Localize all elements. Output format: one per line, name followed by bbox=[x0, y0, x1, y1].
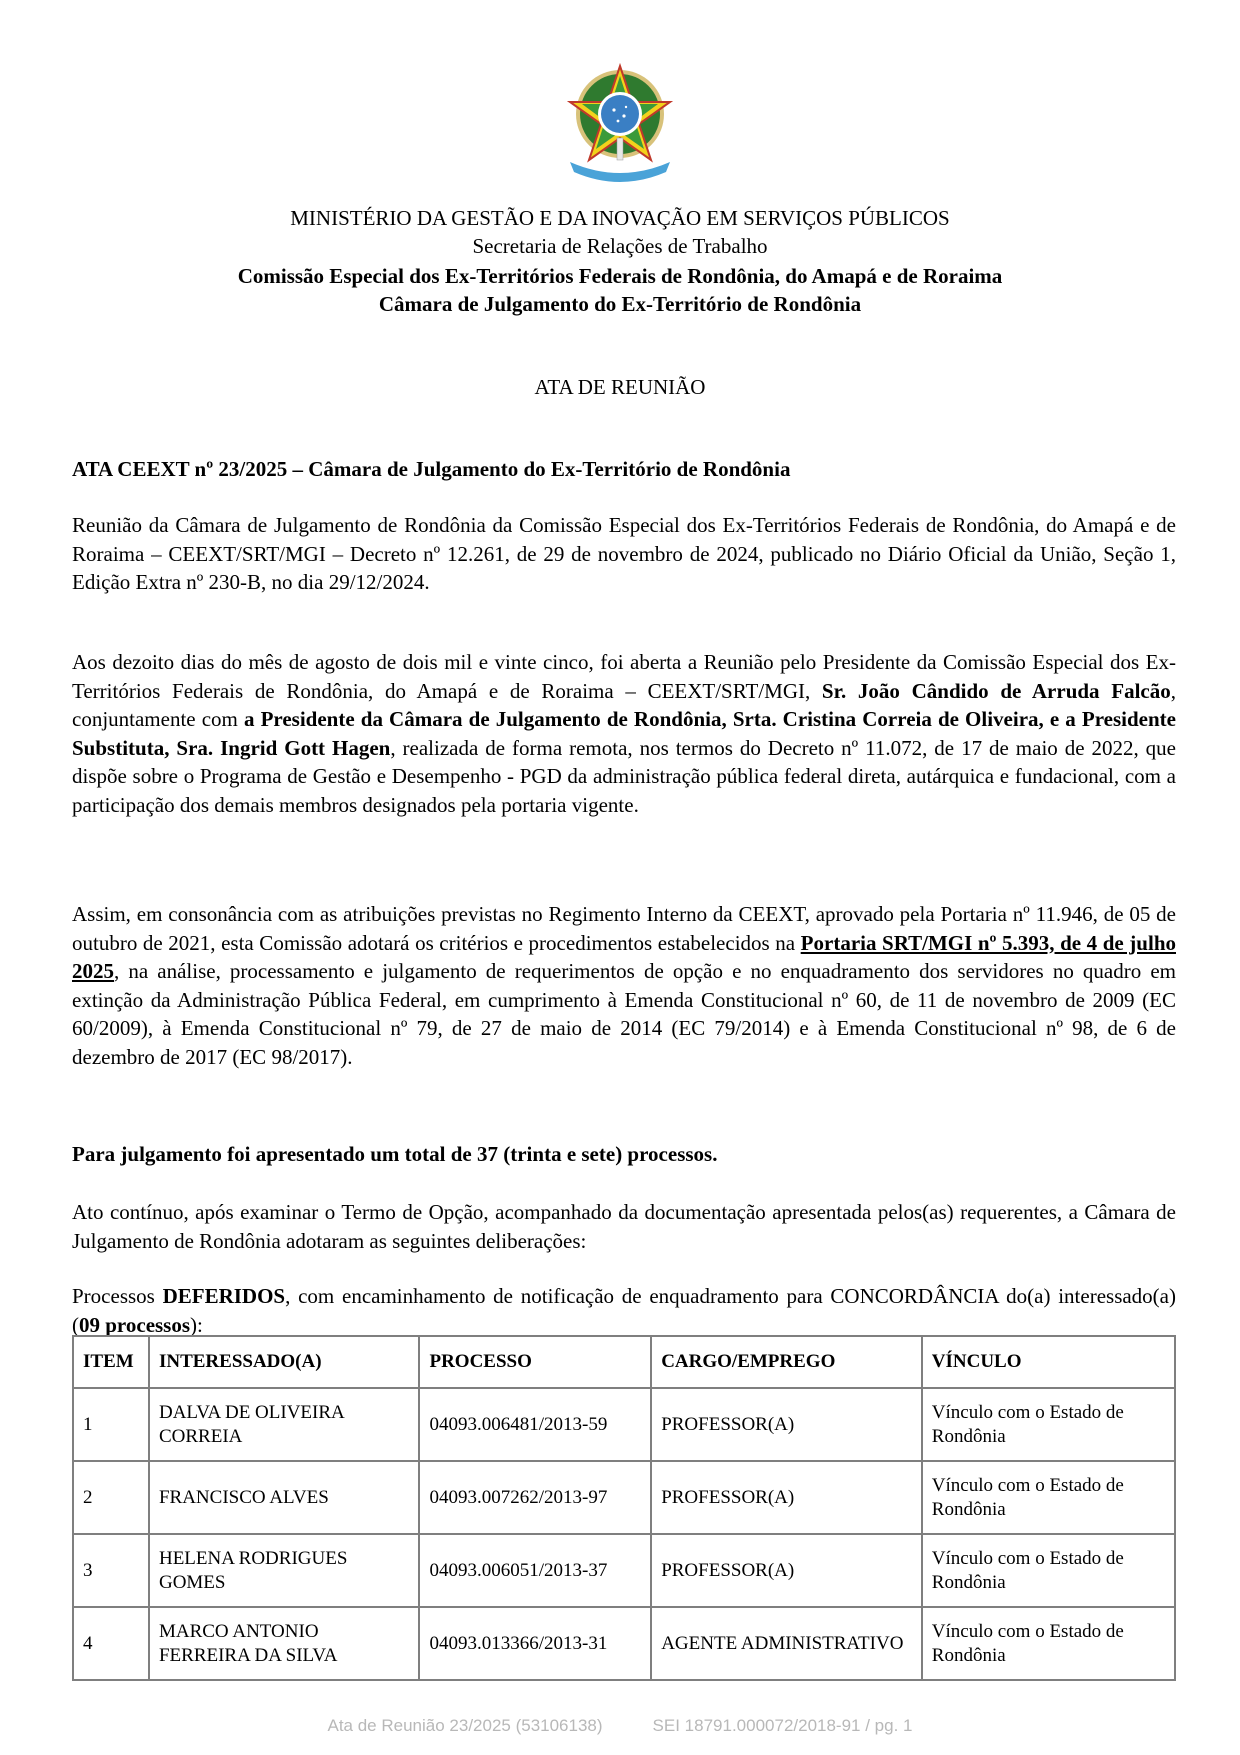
document-type: ATA DE REUNIÃO bbox=[534, 375, 706, 399]
table-row: 4 MARCO ANTONIO FERREIRA DA SILVA 04093.013366/2013-31 AGENTE ADMINISTRATIVO Vínculo com o Estado de Rondônia bbox=[73, 1607, 1175, 1680]
paragraph-intro: Reunião da Câmara de Julgamento de Rondônia da Comissão Especial dos Ex-Territórios Federais de Rondônia, do Amapá e de Roraima – CEEXT/SRT/MGI – Decreto nº 12.261, de 29 de novembro de 2024, publicado no Diário Oficial da União, Seção 1, Edição Extra nº 230-B, no dia 29/12/2024. bbox=[72, 513, 1176, 594]
deferred-processes-intro: Processos DEFERIDOS, com encaminhamento de notificação de enquadramento para CONCORDÂNCIA do(a) interessado(a) (09 processos): bbox=[72, 1284, 1176, 1337]
table-row: 3 HELENA RODRIGUES GOMES 04093.006051/2013-37 PROFESSOR(A) Vínculo com o Estado de Rondônia bbox=[73, 1534, 1175, 1607]
paragraph-deliberations: Ato contínuo, após examinar o Termo de Opção, acompanhado da documentação apresentada pelos(as) requerentes, a Câmara de Julgamento de Rondônia adotaram as seguintes deliberações: bbox=[72, 1200, 1176, 1253]
ministry-name: MINISTÉRIO DA GESTÃO E DA INOVAÇÃO EM SERVIÇOS PÚBLICOS bbox=[290, 206, 950, 230]
total-processes: Para julgamento foi apresentado um total de 37 (trinta e sete) processos. bbox=[72, 1142, 718, 1166]
table-row: 1 DALVA DE OLIVEIRA CORREIA 04093.006481/2013-59 PROFESSOR(A) Vínculo com o Estado de Rondônia bbox=[73, 1388, 1175, 1461]
paragraph-opening: Aos dezoito dias do mês de agosto de dois mil e vinte cinco, foi aberta a Reunião pelo Presidente da Comissão Especial dos Ex-Territórios Federais de Rondônia, do Amapá e de Roraima – CEEXT/SRT/MGI, Sr. João Cândido de Arruda Falcão, conjuntamente com a Presidente da Câmara de Julgamento de Rondônia, Srta. Cristina Correia de Oliveira, e a Presidente Substituta, Sra. Ingrid Gott Hagen, realizada de forma remota, nos termos do Decreto nº 11.072, de 17 de maio de 2022, que dispõe sobre o Programa de Gestão e Desempenho - PGD da administração pública federal direta, autárquica e fundacional, com a participação dos demais membros designados pela portaria vigente. bbox=[72, 650, 1177, 817]
document-title: ATA CEEXT nº 23/2025 – Câmara de Julgamento do Ex-Território de Rondônia bbox=[72, 457, 791, 481]
footer-sei-ref: SEI 18791.000072/2018-91 / pg. 1 bbox=[652, 1716, 913, 1735]
paragraph-regiment: Assim, em consonância com as atribuições previstas no Regimento Interno da CEEXT, aprovado pela Portaria nº 11.946, de 05 de outubro de 2021, esta Comissão adotará os critérios e procedimentos estabelecidos na Portaria SRT/MGI nº 5.393, de 4 de julho 2025, na análise, processamento e julgamento de requerimentos de opção e no enquadramento dos servidores no quadro em extinção da Administração Pública Federal, em cumprimento à Emenda Constitucional nº 60, de 11 de novembro de 2009 (EC 60/2009), à Emenda Constitucional nº 79, de 27 de maio de 2014 (EC 79/2014) e à Emenda Constitucional nº 98, de 6 de dezembro de 2017 (EC 98/2017). bbox=[72, 902, 1176, 1069]
col-processo: PROCESSO bbox=[419, 1336, 651, 1388]
table-row: 2 FRANCISCO ALVES 04093.007262/2013-97 PROFESSOR(A) Vínculo com o Estado de Rondônia bbox=[73, 1461, 1175, 1534]
chamber-name: Câmara de Julgamento do Ex-Território de Rondônia bbox=[378, 292, 862, 316]
page-footer bbox=[0, 1716, 1240, 1736]
commission-name: Comissão Especial dos Ex-Territórios Federais de Rondônia, do Amapá e de Roraima bbox=[237, 264, 1003, 288]
col-item: ITEM bbox=[73, 1336, 149, 1388]
col-vinculo: VÍNCULO bbox=[922, 1336, 1175, 1388]
footer-doc-ref: Ata de Reunião 23/2025 (53106138) bbox=[327, 1716, 603, 1735]
coat-of-arms-icon bbox=[556, 58, 684, 186]
chamber-presidents: a Presidente da Câmara de Julgamento de Rondônia, Srta. Cristina Correia de Oliveira, e a Presidente Substituta, Sra. Ingrid Gott Hagen bbox=[72, 707, 1176, 760]
portaria-link[interactable]: Portaria SRT/MGI nº 5.393, de 4 de julho 2025 bbox=[72, 930, 1176, 983]
president-name: Sr. João Cândido de Arruda Falcão bbox=[821, 678, 1171, 703]
deferred-processes-table bbox=[72, 1335, 1176, 1681]
secretariat-name: Secretaria de Relações de Trabalho bbox=[472, 234, 768, 258]
col-cargo: CARGO/EMPREGO bbox=[651, 1336, 922, 1388]
col-interessado: INTERESSADO(A) bbox=[149, 1336, 420, 1388]
table-header-row bbox=[73, 1336, 1175, 1388]
